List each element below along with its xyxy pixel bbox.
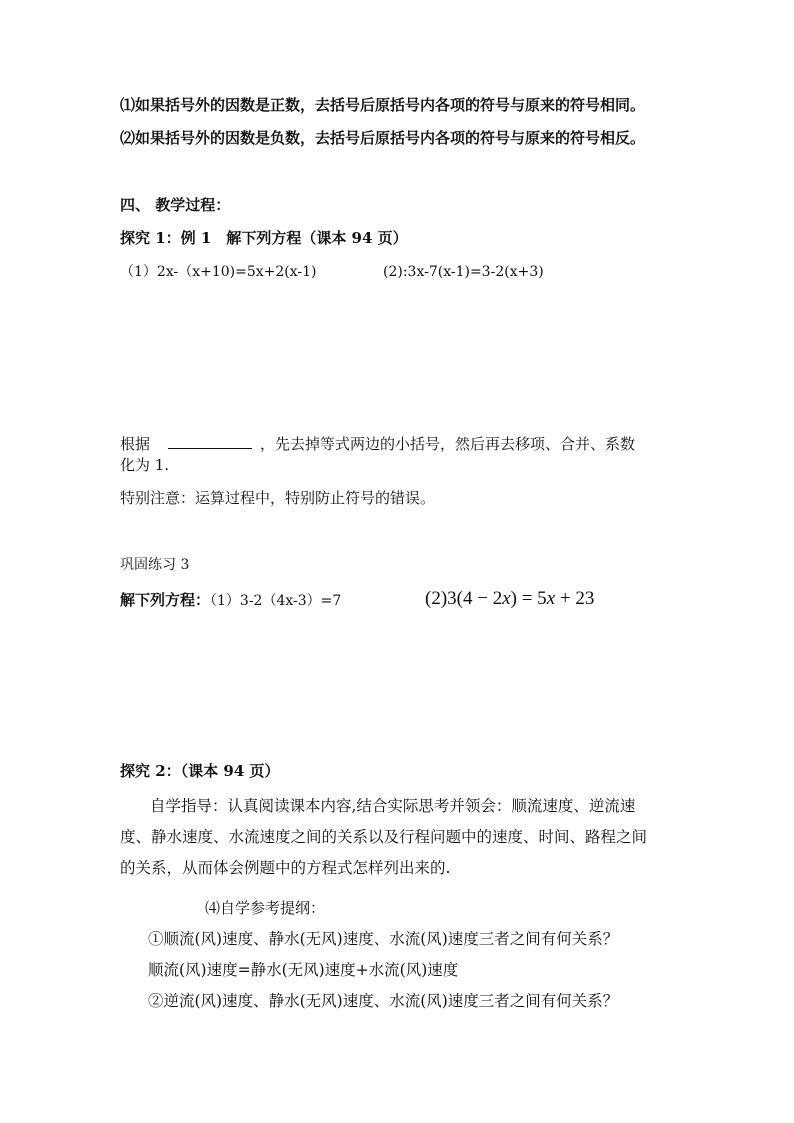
outline-title: ⑷自学参考提纲：: [205, 899, 326, 917]
explore-1-title: 探究 1：例 1 解下列方程（课本 94 页）: [120, 229, 408, 247]
example-equation-2: (2):3x-7(x-1)=3-2(x+3): [383, 264, 544, 280]
outline-question-2: ②逆流(风)速度、静水(无风)速度、水流(风)速度三者之间有何关系？: [148, 992, 619, 1010]
rule-2: ⑵如果括号外的因数是负数，去括号后原括号内各项的符号与原来的符号相反。: [120, 129, 646, 147]
fill-in-blank[interactable]: [168, 434, 252, 449]
basis-continuation: 化为 1.: [120, 456, 170, 474]
guide-line-2: 度、静水速度、水流速度之间的关系以及行程问题中的速度、时间、路程之间: [120, 828, 648, 846]
basis-suffix: ，先去掉等式两边的小括号，然后再去移项、合并、系数: [260, 435, 636, 453]
special-note: 特别注意：运算过程中，特别防止符号的错误。: [120, 489, 436, 507]
basis-sentence: [120, 434, 635, 454]
example-equation-1: （1）2x-（x+10)=5x+2(x-1): [120, 264, 317, 280]
practice-equation-1: （1）3-2（4x-3）=7: [210, 593, 342, 609]
practice-equation-2: (2)3(4 − 2x) = 5x + 23: [425, 588, 595, 609]
guide-line-3: 的关系，从而体会例题中的方程式怎样列出来的.: [120, 859, 451, 877]
rule-1: ⑴如果括号外的因数是正数，去括号后原括号内各项的符号与原来的符号相同。: [120, 96, 646, 114]
outline-answer-1: 顺流(风)速度=静水(无风)速度+水流(风)速度: [148, 961, 459, 979]
basis-prefix: 根据: [120, 435, 151, 453]
practice-3-title: 巩固练习 3: [120, 557, 190, 573]
outline-question-1: ①顺流(风)速度、静水(无风)速度、水流(风)速度三者之间有何关系？: [148, 930, 619, 948]
guide-line-1: 自学指导：认真阅读课本内容,结合实际思考并领会：顺流速度、逆流速: [150, 797, 636, 815]
practice-label: 解下列方程：: [120, 591, 211, 609]
section-heading: 四、 教学过程：: [120, 196, 231, 214]
explore-2-title: 探究 2：（课本 94 页）: [120, 762, 280, 780]
practice-3-line: [120, 590, 341, 611]
